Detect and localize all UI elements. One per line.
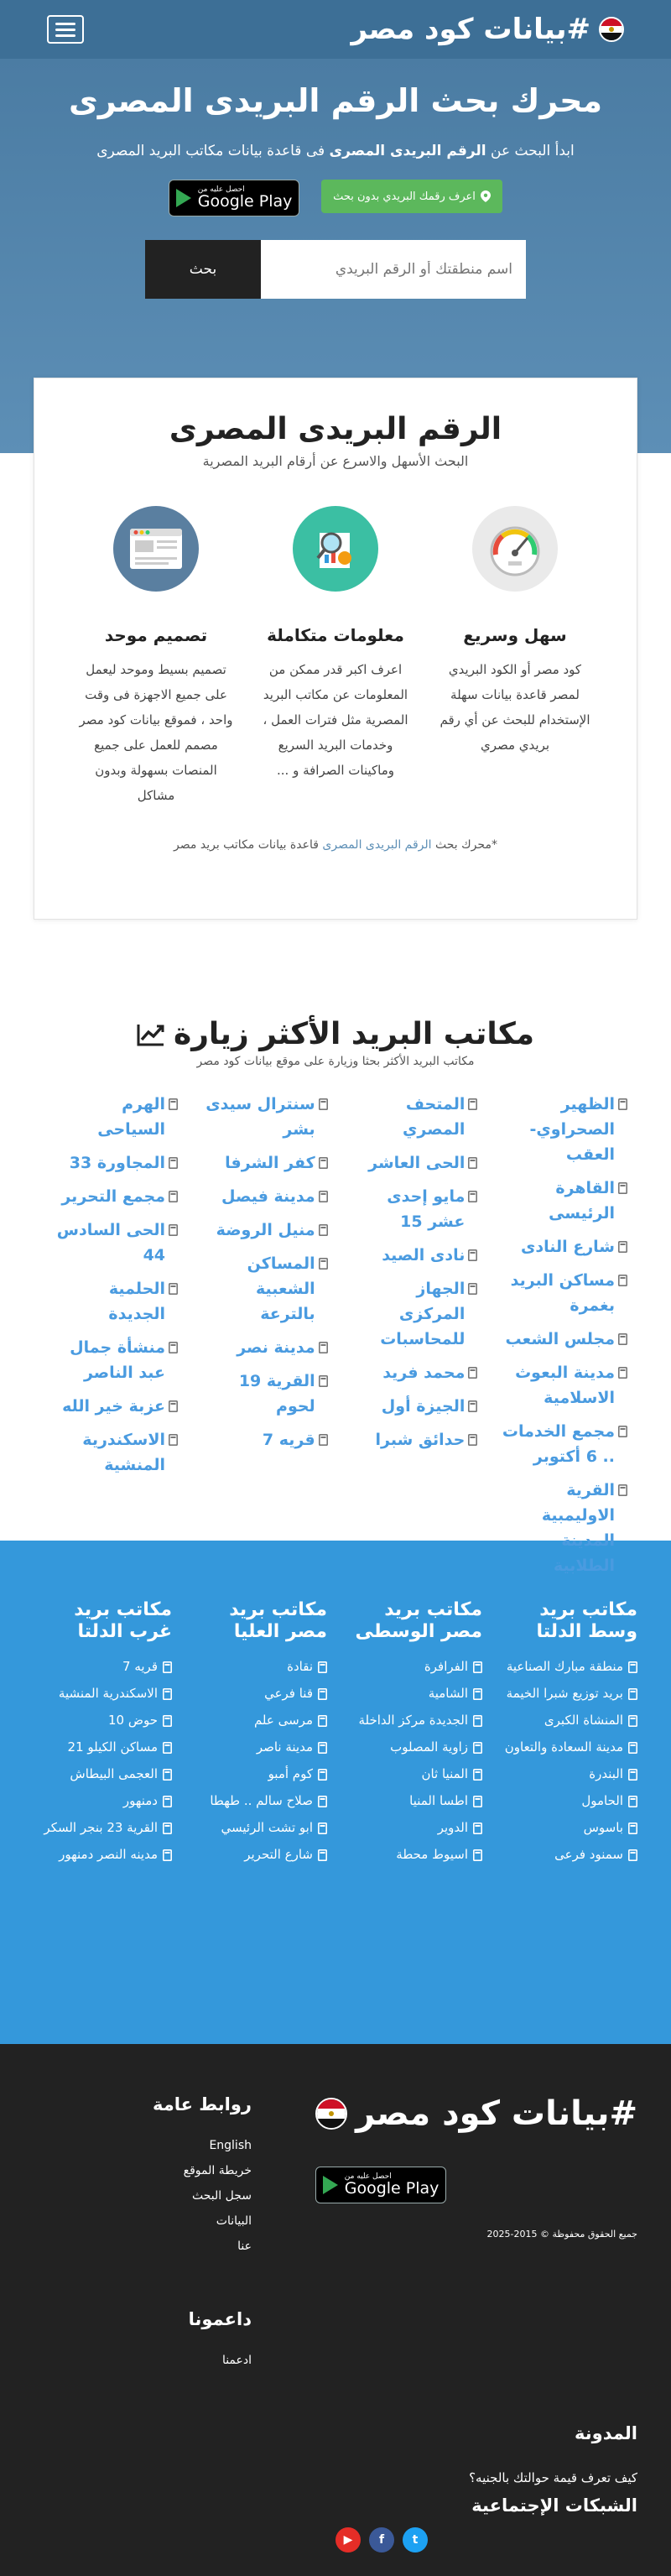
post-office-link[interactable]: مجمع التحرير <box>50 1184 178 1209</box>
region-post-office-link[interactable]: الحامول <box>499 1787 637 1814</box>
mailbox-icon <box>473 1688 482 1700</box>
navbar <box>0 0 671 59</box>
footer-link-sitemap[interactable]: خريطة الموقع <box>183 2164 252 2177</box>
region-post-office-link[interactable]: صلاح سالم .. طهطا <box>189 1787 327 1814</box>
region-column <box>34 1599 172 2044</box>
mailbox-icon <box>473 1849 482 1861</box>
google-play-badge[interactable]: احصل عليه من Google Play <box>169 180 299 216</box>
mailbox-icon <box>319 1098 328 1110</box>
mailbox-icon <box>163 1661 172 1673</box>
post-office-link[interactable]: مايو إحدى عشر 15 <box>350 1184 477 1234</box>
mailbox-icon <box>473 1661 482 1673</box>
post-office-link[interactable]: سنترال سيدى بشر <box>200 1092 328 1142</box>
post-office-link[interactable]: مدينة البعوث الاسلامية <box>500 1360 627 1411</box>
region-post-office-link[interactable]: اسيوط محطة <box>344 1841 482 1868</box>
features-card <box>34 378 637 920</box>
mailbox-icon <box>163 1849 172 1861</box>
region-title: مكاتب بريد مصر العليا <box>229 1599 327 1642</box>
post-office-link[interactable]: الاسكندرية المنشية <box>50 1427 178 1478</box>
mailbox-icon <box>473 1822 482 1834</box>
region-post-office-link[interactable]: العجمى البيطاش <box>34 1760 172 1787</box>
region-column <box>344 1599 482 2044</box>
region-title: مكاتب بريد وسط الدلتا <box>536 1599 637 1642</box>
features-list <box>34 506 637 808</box>
region-post-office-link[interactable]: مدينة ناصر <box>189 1734 327 1760</box>
most-visited-column <box>500 1092 627 1578</box>
mailbox-icon <box>628 1688 637 1700</box>
footer-brand-logo[interactable]: #بيانات كود مصر <box>315 2094 637 2133</box>
region-post-office-link[interactable]: البندرة <box>499 1760 637 1787</box>
hamburger-icon <box>55 23 75 25</box>
region-post-office-link[interactable]: اطسا المنيا <box>344 1787 482 1814</box>
mailbox-icon <box>318 1715 327 1727</box>
search-button[interactable]: بحث <box>145 240 261 299</box>
mailbox-icon <box>468 1157 477 1169</box>
mailbox-icon <box>169 1342 178 1353</box>
google-play-icon <box>176 189 191 207</box>
mailbox-icon <box>318 1688 327 1700</box>
mailbox-icon <box>169 1157 178 1169</box>
google-play-icon <box>323 2176 338 2194</box>
region-post-office-link[interactable]: بريد توزيع شبرا الخيمة <box>499 1680 637 1707</box>
mailbox-icon <box>628 1715 637 1727</box>
footer-link-english[interactable]: English <box>209 2139 252 2152</box>
brand-logo[interactable] <box>351 13 624 46</box>
region-post-office-link[interactable]: نقادة <box>189 1653 327 1680</box>
most-visited-section <box>0 920 671 1575</box>
footer <box>0 2044 671 2576</box>
mailbox-icon <box>468 1400 477 1412</box>
post-office-link[interactable]: الحى السادس 44 <box>50 1218 178 1268</box>
locate-postal-code-button[interactable]: اعرف رقمك البريدي بدون بحث <box>321 180 502 213</box>
region-column <box>499 1599 637 2044</box>
feature-complete-info: معلومات متكاملة اعرف اكبر قدر ممكن من المعلومات عن مكاتب البريد المصرية مثل فترات العمل ، وخدمات البريد السريع وماكينات الصرافة و ... <box>256 506 415 808</box>
post-office-link[interactable]: قريه 7 <box>200 1427 328 1452</box>
mailbox-icon <box>318 1796 327 1807</box>
footer-link-search-history[interactable]: سجل البحث <box>192 2189 252 2203</box>
mailbox-icon <box>318 1661 327 1673</box>
most-visited-column <box>350 1092 477 1578</box>
mailbox-icon <box>318 1769 327 1781</box>
post-office-link[interactable]: المجاورة 33 <box>50 1150 178 1176</box>
search-form <box>0 240 671 299</box>
most-visited-column <box>200 1092 328 1578</box>
feature-unified-design: تصميم موحد تصميم بسيط وموحد ليعمل على جميع الاجهزة فى وقت واحد ، فموقع بيانات كود مصر مصمم للعمل على جميع المنصات بسهولة وبدون مشاكل <box>76 506 236 808</box>
facebook-icon[interactable]: f <box>369 2527 394 2553</box>
mailbox-icon <box>628 1796 637 1807</box>
most-visited-subtitle: مكاتب البريد الأكثر بحثا وزيارة على موقع بيانات كود مصر <box>196 1055 475 1068</box>
post-office-link[interactable]: مدينة فيصل <box>200 1184 328 1209</box>
post-office-link[interactable]: شارع النادى <box>500 1234 627 1259</box>
mailbox-icon <box>163 1769 172 1781</box>
mailbox-icon <box>319 1191 328 1202</box>
post-office-link[interactable]: محمد فريد <box>350 1360 477 1385</box>
post-office-link[interactable]: منيل الروضة <box>200 1218 328 1243</box>
card-tagline: البحث الأسهل والاسرع عن أرقام البريد المصرية <box>202 453 469 469</box>
youtube-icon[interactable]: ▶ <box>336 2527 361 2553</box>
mailbox-icon <box>319 1157 328 1169</box>
footer-blog: المدونة كيف تعرف قيمة حوالتك بالجنيه؟ الشبكات الإجتماعية ▶ f t <box>34 2423 637 2553</box>
region-column <box>189 1599 327 2044</box>
most-visited-column <box>50 1092 178 1578</box>
region-post-office-link[interactable]: المنشاة الكبرى <box>499 1707 637 1734</box>
search-input[interactable] <box>261 240 526 299</box>
mailbox-icon <box>473 1769 482 1781</box>
mailbox-icon <box>163 1742 172 1754</box>
post-office-link[interactable]: الحى العاشر <box>350 1150 477 1176</box>
mailbox-icon <box>169 1434 178 1446</box>
region-post-office-link[interactable]: شارع التحرير <box>189 1841 327 1868</box>
region-title: مكاتب بريد غرب الدلتا <box>74 1599 172 1642</box>
post-office-link[interactable]: منشأة جمال عبد الناصر <box>50 1335 178 1385</box>
mailbox-icon <box>163 1822 172 1834</box>
mailbox-icon <box>169 1098 178 1110</box>
mailbox-icon <box>163 1688 172 1700</box>
mailbox-icon <box>169 1191 178 1202</box>
mailbox-icon <box>318 1822 327 1834</box>
mailbox-icon <box>618 1484 627 1496</box>
region-post-office-link[interactable]: مساكن الكيلو 21 <box>34 1734 172 1760</box>
footer-link-support-us[interactable]: ادعمنا <box>221 2354 252 2367</box>
region-post-office-link[interactable]: كوم أمبو <box>189 1760 327 1787</box>
mailbox-icon <box>319 1375 328 1387</box>
region-post-office-link[interactable]: مرسى علم <box>189 1707 327 1734</box>
mailbox-icon <box>169 1400 178 1412</box>
region-post-office-link[interactable]: القرية 23 بنجر السكر <box>34 1814 172 1841</box>
mailbox-icon <box>169 1224 178 1236</box>
mailbox-icon <box>163 1796 172 1807</box>
mailbox-icon <box>618 1275 627 1286</box>
mailbox-icon <box>468 1191 477 1202</box>
region-post-office-link[interactable]: قنا فرعي <box>189 1680 327 1707</box>
region-post-office-link[interactable]: الشامية <box>344 1680 482 1707</box>
region-post-office-link[interactable]: باسوس <box>499 1814 637 1841</box>
speedometer-icon <box>472 506 558 592</box>
region-post-office-link[interactable]: حوض 10 <box>34 1707 172 1734</box>
menu-toggle-button[interactable] <box>47 15 84 44</box>
mailbox-icon <box>319 1224 328 1236</box>
most-visited-title: مكاتب البريد الأكثر زيارة <box>0 1017 671 1051</box>
post-office-link[interactable]: المساكن الشعبية بالترعة <box>200 1251 328 1327</box>
footer-google-play-badge[interactable]: احصل عليه من Google Play <box>315 2167 446 2203</box>
mailbox-icon <box>468 1098 477 1110</box>
mailbox-icon <box>618 1426 627 1437</box>
egypt-flag-icon <box>315 2098 347 2130</box>
mailbox-icon <box>468 1249 477 1261</box>
post-office-link[interactable]: القاهرة الرئيسى <box>500 1176 627 1226</box>
social-links <box>34 2527 637 2553</box>
region-post-office-link[interactable]: مدينه النصر دمنهور <box>34 1841 172 1868</box>
credit-link[interactable]: الرقم البريدى المصرى <box>322 838 432 852</box>
hero-subtitle: ابدأ البحث عن الرقم البريدى المصرى فى قاعدة بيانات مكاتب البريد المصرى <box>96 143 575 159</box>
mailbox-icon <box>473 1742 482 1754</box>
region-post-office-link[interactable]: دمنهور <box>34 1787 172 1814</box>
post-office-link[interactable]: القرية الاوليمبية المدينة الطلابية <box>500 1478 627 1578</box>
post-office-link[interactable]: الظهير الصحراوي- العقب <box>500 1092 627 1167</box>
post-office-link[interactable]: الجهاز المركزى للمحاسبات <box>350 1276 477 1352</box>
page-title: محرك بحث الرقم البريدى المصرى <box>69 82 602 119</box>
post-office-link[interactable]: الهرم السياحى <box>50 1092 178 1142</box>
mailbox-icon <box>169 1283 178 1295</box>
mailbox-icon <box>473 1796 482 1807</box>
brand-name: #بيانات كود مصر <box>351 13 590 46</box>
region-post-office-link[interactable]: ابو تشت الرئيسي <box>189 1814 327 1841</box>
blog-post-link[interactable]: كيف تعرف قيمة حوالتك بالجنيه؟ <box>469 2470 637 2485</box>
footer-link-about[interactable]: عنا <box>237 2240 252 2253</box>
region-post-office-link[interactable]: الجديدة مركز الداخلة <box>344 1707 482 1734</box>
feature-easy-fast: سهل وسريع كود مصر أو الكود البريدي لمصر قاعدة بيانات سهلة الإستخدام للبحث عن أي رقم بريدي مصري <box>435 506 595 808</box>
mailbox-icon <box>618 1182 627 1194</box>
post-office-link[interactable]: الحلمية الجديدة <box>50 1276 178 1327</box>
mailbox-icon <box>318 1742 327 1754</box>
region-post-office-link[interactable]: منطقة مبارك الصناعية <box>499 1653 637 1680</box>
post-office-link[interactable]: نادى الصيد <box>350 1243 477 1268</box>
cta-row <box>0 180 671 216</box>
mailbox-icon <box>468 1283 477 1295</box>
egypt-flag-icon <box>599 17 624 42</box>
region-post-office-link[interactable]: سمنود فرعى <box>499 1841 637 1868</box>
post-office-link[interactable]: كفر الشرفا <box>200 1150 328 1176</box>
footer-brand-block <box>315 2094 637 2373</box>
post-office-link[interactable]: مجمع الخدمات .. 6 أكتوبر <box>500 1419 627 1469</box>
region-post-office-link[interactable]: المنيا ثان <box>344 1760 482 1787</box>
mailbox-icon <box>163 1715 172 1727</box>
region-post-office-link[interactable]: الفرافرة <box>344 1653 482 1680</box>
mailbox-icon <box>319 1342 328 1353</box>
mailbox-icon <box>628 1849 637 1861</box>
mailbox-icon <box>473 1715 482 1727</box>
region-post-office-link[interactable]: قريه 7 <box>34 1653 172 1680</box>
mailbox-icon <box>628 1742 637 1754</box>
trending-chart-icon <box>137 1023 165 1046</box>
mailbox-icon <box>319 1434 328 1446</box>
post-office-link[interactable]: عزبة خير الله <box>50 1394 178 1419</box>
credit-note: *محرك بحث الرقم البريدى المصرى قاعدة بيانات مكاتب بريد مصر <box>174 838 497 852</box>
footer-link-data[interactable]: البيانات <box>216 2214 252 2228</box>
most-visited-grid <box>0 1092 671 1578</box>
mailbox-icon <box>618 1241 627 1253</box>
region-post-office-link[interactable]: مدينة السعادة والتعاون <box>499 1734 637 1760</box>
post-office-link[interactable]: حدائق شبرا <box>350 1427 477 1452</box>
mailbox-icon <box>468 1367 477 1379</box>
twitter-icon[interactable]: t <box>403 2527 428 2553</box>
mailbox-icon <box>628 1661 637 1673</box>
region-post-office-link[interactable]: الاسكندرية المنشية <box>34 1680 172 1707</box>
mailbox-icon <box>618 1098 627 1110</box>
post-office-link[interactable]: مدينة نصر <box>200 1335 328 1360</box>
post-office-link[interactable]: المتحف المصري <box>350 1092 477 1142</box>
post-office-link[interactable]: الجيزة أول <box>350 1394 477 1419</box>
mailbox-icon <box>628 1769 637 1781</box>
mailbox-icon <box>628 1822 637 1834</box>
region-post-office-link[interactable]: الدوير <box>344 1814 482 1841</box>
card-title: الرقم البريدى المصرى <box>169 412 502 446</box>
magnifier-chart-icon <box>293 506 378 592</box>
browser-layout-icon <box>113 506 199 592</box>
footer-links: روابط عامة English خريطة الموقع سجل البحث البيانات عنا داعمونا ادعمنا <box>34 2094 252 2373</box>
mailbox-icon <box>618 1367 627 1379</box>
map-marker-icon <box>481 190 491 202</box>
mailbox-icon <box>318 1849 327 1861</box>
regions-section <box>0 1541 671 2044</box>
post-office-link[interactable]: مجلس الشعب <box>500 1327 627 1352</box>
mailbox-icon <box>618 1333 627 1345</box>
post-office-link[interactable]: القرية 19 لحوم <box>200 1369 328 1419</box>
copyright: جميع الحقوق محفوظة © 2015-2025 <box>486 2229 637 2240</box>
mailbox-icon <box>468 1434 477 1446</box>
region-post-office-link[interactable]: زاوية المصلوب <box>344 1734 482 1760</box>
mailbox-icon <box>319 1258 328 1270</box>
post-office-link[interactable]: مساكن البريد بغمرة <box>500 1268 627 1318</box>
region-title: مكاتب بريد مصر الوسطى <box>355 1599 482 1642</box>
